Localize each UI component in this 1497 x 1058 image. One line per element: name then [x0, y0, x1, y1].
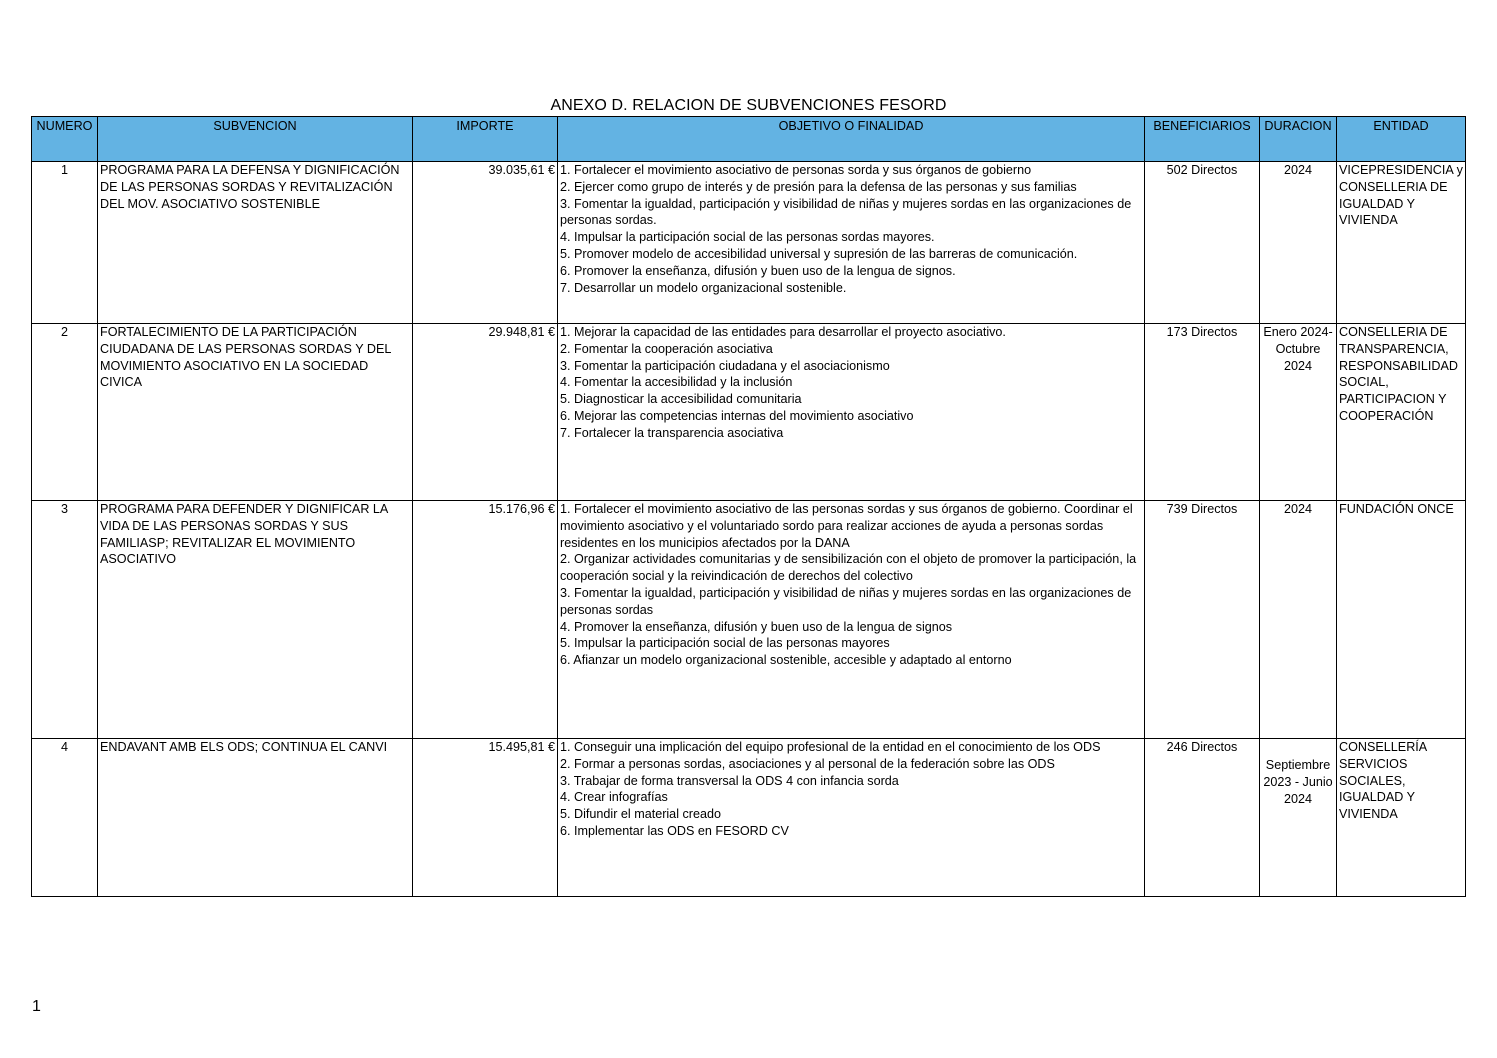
cell-beneficiarios: 173 Directos [1145, 324, 1260, 501]
header-entidad: ENTIDAD [1337, 117, 1466, 162]
objective-item: 3. Fomentar la igualdad, participación y visibilidad de niñas y mujeres sordas en las organizaciones de personas sordas [560, 585, 1132, 617]
cell-importe: 15.176,96 € [413, 501, 558, 739]
table-row [32, 162, 1466, 324]
duracion-text: Septiembre 2023 - Junio 2024 [1263, 758, 1333, 806]
header-beneficiarios: BENEFICIARIOS [1145, 117, 1260, 162]
header-duracion: DURACION [1260, 117, 1337, 162]
table-row [32, 739, 1466, 897]
objective-item: 1. Mejorar la capacidad de las entidades para desarrollar el proyecto asociativo. [560, 325, 1006, 339]
objective-item: 6. Promover la enseñanza, difusión y buen uso de la lengua de signos. [560, 263, 956, 278]
grants-table [31, 116, 1466, 897]
cell-duracion: 2024 [1260, 162, 1337, 324]
objective-item: 3. Fomentar la igualdad, participación y visibilidad de niñas y mujeres sordas en las organizaciones de personas sordas. [560, 196, 1132, 228]
objective-item: 4. Fomentar la accesibilidad y la inclusión [560, 375, 793, 390]
cell-entidad: FUNDACIÓN ONCE [1337, 501, 1466, 739]
table-row [32, 501, 1466, 739]
objective-item: 5. Promover modelo de accesibilidad universal y supresión de las barreras de comunicación. [560, 246, 1078, 261]
objective-item: 2. Formar a personas sordas, asociaciones y al personal de la federación sobre las ODS [560, 756, 1055, 771]
objective-item: 1. Fortalecer el movimiento asociativo de personas sorda y sus órganos de gobierno [560, 163, 1032, 177]
cell-importe: 39.035,61 € [413, 162, 558, 324]
cell-objetivo [558, 162, 1145, 324]
objective-item: 1. Conseguir una implicación del equipo profesional de la entidad en el conocimiento de los ODS [560, 740, 1101, 754]
cell-duracion [1260, 739, 1337, 897]
cell-entidad: CONSELLERÍA SERVICIOS SOCIALES, IGUALDAD Y VIVIENDA [1337, 739, 1466, 897]
objective-item: 5. Difundir el material creado [560, 807, 721, 822]
cell-entidad: VICEPRESIDENCIA y CONSELLERIA DE IGUALDAD Y VIVIENDA [1337, 162, 1466, 324]
page-number: 1 [32, 998, 41, 1015]
objective-item: 5. Impulsar la participación social de las personas mayores [560, 636, 890, 651]
objective-item: 6. Mejorar las competencias internas del movimiento asociativo [560, 408, 914, 423]
document-title: ANEXO D. RELACION DE SUBVENCIONES FESORD [550, 97, 947, 114]
cell-objetivo [558, 501, 1145, 739]
header-importe: IMPORTE [413, 117, 558, 162]
objective-item: 5. Diagnosticar la accesibilidad comunitaria [560, 392, 802, 407]
objective-item: 2. Organizar actividades comunitarias y de sensibilización con el objeto de promover la participación, la cooperación social y la reivindicación de derechos del colectivo [560, 552, 1137, 584]
cell-subvencion: PROGRAMA PARA LA DEFENSA Y DIGNIFICACIÓN DE LAS PERSONAS SORDAS Y REVITALIZACIÓN DEL MOV. ASOCIATIVO SOSTENIBLE [98, 162, 413, 324]
objective-item: 3. Trabajar de forma transversal la ODS 4 con infancia sorda [560, 773, 899, 788]
table-header-row [32, 117, 1466, 162]
cell-numero: 2 [32, 324, 98, 501]
cell-beneficiarios: 502 Directos [1145, 162, 1260, 324]
cell-numero: 1 [32, 162, 98, 324]
objective-item: 3. Fomentar la participación ciudadana y el asociacionismo [560, 358, 890, 373]
objective-item: 1. Fortalecer el movimiento asociativo de las personas sordas y sus órganos de gobierno. Coordinar el movimiento asociativo y el voluntariado sordo para realizar acciones de ayuda a personas sordas residentes en los municipios afectados por la DANA [560, 502, 1133, 550]
cell-numero: 3 [32, 501, 98, 739]
objective-item: 6. Implementar las ODS en FESORD CV [560, 823, 789, 838]
table-row [32, 324, 1466, 501]
cell-importe: 29.948,81 € [413, 324, 558, 501]
objective-item: 4. Crear infografías [560, 790, 668, 805]
objective-item: 6. Afianzar un modelo organizacional sostenible, accesible y adaptado al entorno [560, 653, 1012, 668]
objective-item: 2. Fomentar la cooperación asociativa [560, 341, 773, 356]
objective-item: 7. Fortalecer la transparencia asociativa [560, 425, 784, 440]
objective-item: 7. Desarrollar un modelo organizacional sostenible. [560, 280, 847, 295]
cell-subvencion: ENDAVANT AMB ELS ODS; CONTINUA EL CANVI [98, 739, 413, 897]
objective-item: 4. Impulsar la participación social de las personas sordas mayores. [560, 230, 935, 245]
cell-objetivo [558, 324, 1145, 501]
header-numero: NUMERO [32, 117, 98, 162]
cell-objetivo [558, 739, 1145, 897]
cell-beneficiarios: 739 Directos [1145, 501, 1260, 739]
objective-item: 2. Ejercer como grupo de interés y de presión para la defensa de las personas y sus familias [560, 179, 1077, 194]
cell-entidad: CONSELLERIA DE TRANSPARENCIA, RESPONSABILIDAD SOCIAL, PARTICIPACION Y COOPERACIÓN [1337, 324, 1466, 501]
cell-subvencion: PROGRAMA PARA DEFENDER Y DIGNIFICAR LA VIDA DE LAS PERSONAS SORDAS Y SUS FAMILIASP; REVITALIZAR EL MOVIMIENTO ASOCIATIVO [98, 501, 413, 739]
cell-subvencion: FORTALECIMIENTO DE LA PARTICIPACIÓN CIUDADANA DE LAS PERSONAS SORDAS Y DEL MOVIMIENTO ASOCIATIVO EN LA SOCIEDAD CIVICA [98, 324, 413, 501]
cell-importe: 15.495,81 € [413, 739, 558, 897]
header-objetivo: OBJETIVO O FINALIDAD [558, 117, 1145, 162]
cell-numero: 4 [32, 739, 98, 897]
cell-duracion: 2024 [1260, 501, 1337, 739]
objective-item: 4. Promover la enseñanza, difusión y buen uso de la lengua de signos [560, 619, 953, 634]
cell-beneficiarios: 246 Directos [1145, 739, 1260, 897]
cell-duracion: Enero 2024-Octubre 2024 [1260, 324, 1337, 501]
header-subvencion: SUBVENCION [98, 117, 413, 162]
